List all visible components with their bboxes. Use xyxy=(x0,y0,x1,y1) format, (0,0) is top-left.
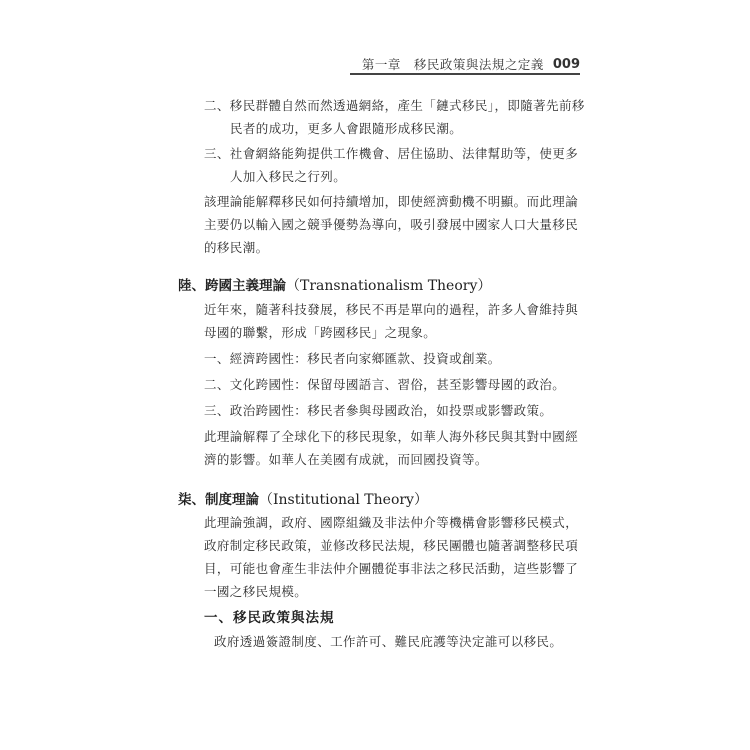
institutional-body-line-4: 一國之移民規模。 xyxy=(204,584,308,599)
summary-line-2: 主要仍以輸入國之競爭優勢為導向，吸引發展中國家人口大量移民 xyxy=(204,217,579,232)
institutional-body-line-3: 目，可能也會產生非法仲介團體從事非法之移民活動，這些影響了 xyxy=(204,561,579,576)
section-heading-en: （Transnationalism Theory） xyxy=(286,278,492,294)
institutional-body-line-1: 此理論強調，政府、國際組織及非法仲介等機構會影響移民模式， xyxy=(204,515,579,530)
transnational-item-cultural: 二、文化跨國性：保留母國語言、習俗，甚至影響母國的政治。 xyxy=(204,377,566,392)
page-number: 009 xyxy=(552,56,580,72)
transnational-intro-line-2: 母國的聯繫，形成「跨國移民」之現象。 xyxy=(204,325,437,340)
section-heading-en: （Institutional Theory） xyxy=(259,492,428,508)
section-heading-zh: 陸、跨國主義理論 xyxy=(178,278,286,294)
institutional-body-line-2: 政府制定移民政策，並修改移民法規，移民團體也隨著調整移民項 xyxy=(204,538,579,553)
chapter-title: 第一章 移民政策與法規之定義 xyxy=(361,57,544,72)
transnational-intro-line-1: 近年來，隨著科技發展，移民不再是單向的過程，許多人會維持與 xyxy=(204,302,579,317)
subsection-heading-policy: 一、移民政策與法規 xyxy=(204,610,335,626)
transnational-summary-line-2: 濟的影響。如華人在美國有成就，而回國投資等。 xyxy=(204,452,488,467)
transnational-summary-line-1: 此理論解釋了全球化下的移民現象，如華人海外移民與其對中國經 xyxy=(204,429,579,444)
list-item-3-line-1: 三、社會網絡能夠提供工作機會、居住協助、法律幫助等，使更多 xyxy=(204,146,579,161)
section-heading-institutional xyxy=(178,488,428,509)
list-item-2-line-1: 二、移民群體自然而然透過網絡，產生「鏈式移民」，即隨著先前移 xyxy=(204,98,585,113)
summary-line-3: 的移民潮。 xyxy=(204,240,269,255)
section-heading-transnationalism xyxy=(178,274,491,295)
section-heading-zh: 柒、制度理論 xyxy=(178,492,259,508)
running-header xyxy=(350,55,580,73)
list-item-2-line-2: 民者的成功，更多人會跟隨形成移民潮。 xyxy=(230,121,463,136)
summary-line-1: 該理論能解釋移民如何持續增加，即使經濟動機不明顯。而此理論 xyxy=(204,194,579,209)
list-item-3-line-2: 人加入移民之行列。 xyxy=(230,169,347,184)
subsection-body: 政府透過簽證制度、工作許可、難民庇護等決定誰可以移民。 xyxy=(214,634,563,649)
transnational-item-economic: 一、經濟跨國性：移民者向家鄉匯款、投資或創業。 xyxy=(204,351,501,366)
header-rule xyxy=(350,73,580,75)
transnational-item-political: 三、政治跨國性：移民者參與母國政治，如投票或影響政策。 xyxy=(204,403,553,418)
